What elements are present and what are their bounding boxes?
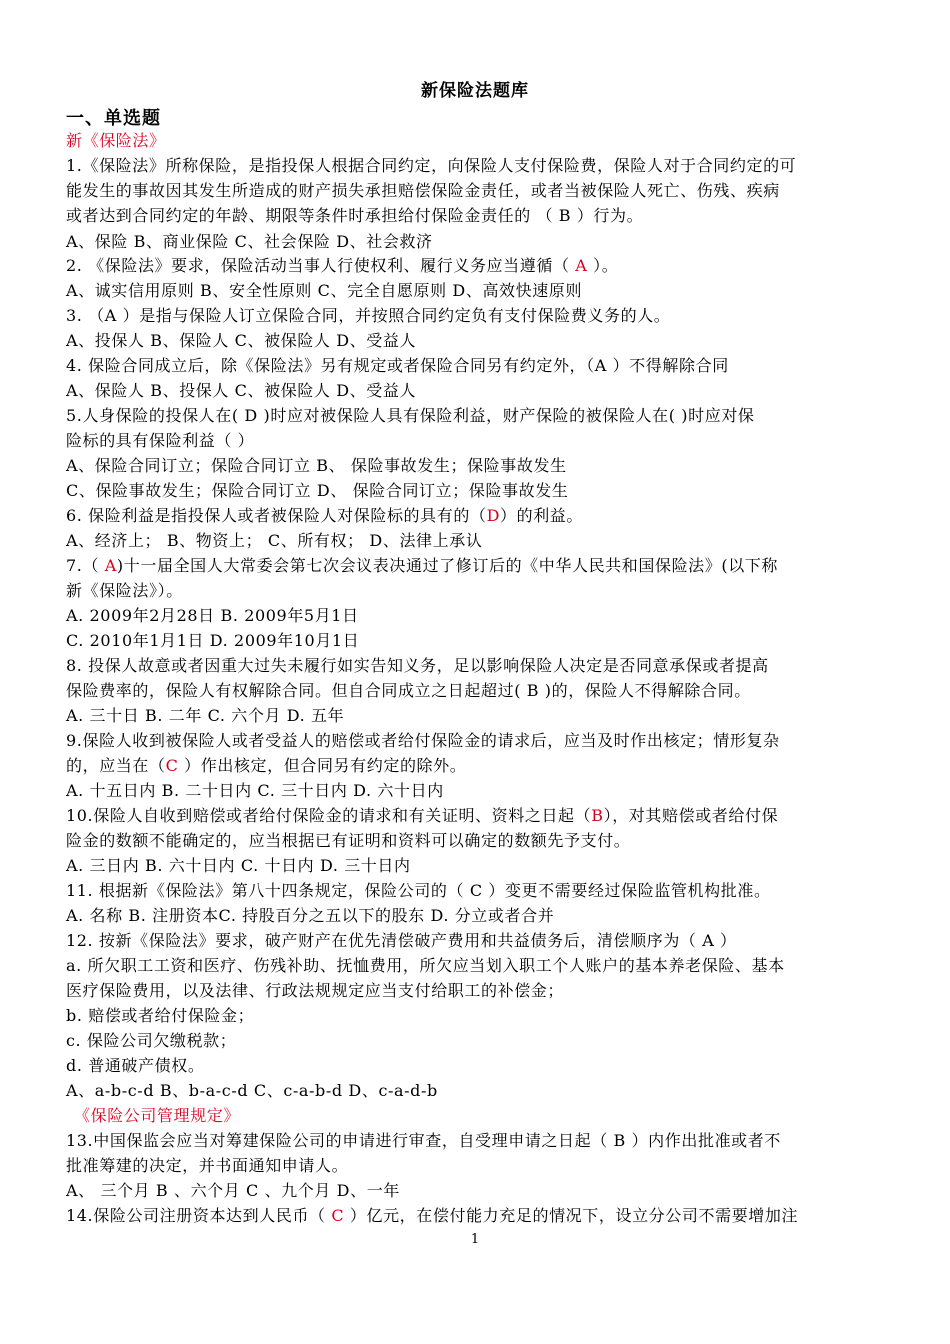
question-text: 14.保险公司注册资本达到人民币（ C ）亿元，在偿付能力充足的情况下，设立分公司不需要增加注 bbox=[66, 1206, 799, 1225]
answer-options: A. 三十日 B. 二年 C. 六个月 D. 五年 bbox=[66, 706, 345, 725]
answer-highlight: B bbox=[591, 806, 604, 825]
answer-options: A. 名称 B. 注册资本C. 持股百分之五以下的股东 D. 分立或者合并 bbox=[66, 906, 555, 925]
question-text: 9.保险人收到被保险人或者受益人的赔偿或者给付保险金的请求后，应当及时作出核定；情形复杂 bbox=[66, 731, 780, 750]
question-text: 新《保险法》）。 bbox=[66, 581, 183, 600]
question-text: 5.人身保险的投保人在( D )时应对被保险人具有保险利益，财产保险的被保险人在( )时应对保 bbox=[66, 406, 755, 425]
question-text: 4. 保险合同成立后，除《保险法》另有规定或者保险合同另有约定外，（A ）不得解除合同 bbox=[66, 356, 729, 375]
answer-options: A、保险合同订立；保险合同订立 B、 保险事故发生；保险事故发生 bbox=[66, 456, 567, 475]
answer-options: A、诚实信用原则 B、安全性原则 C、完全自愿原则 D、高效快速原则 bbox=[66, 281, 583, 300]
subsection-heading: 《保险公司管理规定》 bbox=[74, 1106, 241, 1125]
list-item: d. 普通破产债权。 bbox=[66, 1056, 205, 1075]
question-text: 3. （A ）是指与保险人订立保险合同，并按照合同约定负有支付保险费义务的人。 bbox=[66, 306, 671, 325]
answer-highlight: C bbox=[331, 1206, 345, 1225]
list-item: b. 赔偿或者给付保险金； bbox=[66, 1006, 255, 1025]
answer-options: A、保险 B、商业保险 C、社会保险 D、社会救济 bbox=[66, 232, 433, 251]
question-text: 险金的数额不能确定的，应当根据已有证明和资料可以确定的数额先予支付。 bbox=[66, 831, 631, 850]
section-heading: 一、单选题 bbox=[66, 108, 161, 129]
question-text: 能发生的事故因其发生所造成的财产损失承担赔偿保险金责任，或者当被保险人死亡、伤残、疾病 bbox=[66, 181, 780, 200]
question-text: 13.中国保监会应当对筹建保险公司的申请进行审查，自受理申请之日起（ B ）内作出批准或者不 bbox=[66, 1131, 781, 1150]
question-text: 或者达到合同约定的年龄、期限等条件时承担给付保险金责任的 （ B ）行为。 bbox=[66, 206, 644, 225]
answer-options: A. 三日内 B. 六十日内 C. 十日内 D. 三十日内 bbox=[66, 856, 411, 875]
answer-highlight: A bbox=[104, 556, 117, 575]
answer-options: A、保险人 B、投保人 C、被保险人 D、受益人 bbox=[66, 381, 417, 400]
question-text: 6. 保险利益是指投保人或者被保险人对保险标的具有的（D）的利益。 bbox=[66, 506, 584, 525]
answer-options: A、投保人 B、保险人 C、被保险人 D、受益人 bbox=[66, 331, 417, 350]
answer-highlight: C bbox=[165, 756, 179, 775]
list-item: c. 保险公司欠缴税款； bbox=[66, 1031, 237, 1050]
question-text: 8. 投保人故意或者因重大过失未履行如实告知义务，足以影响保险人决定是否同意承保或者提高 bbox=[66, 656, 769, 675]
answer-options: C、保险事故发生；保险合同订立 D、 保险合同订立；保险事故发生 bbox=[66, 481, 569, 500]
answer-highlight: A bbox=[575, 256, 588, 275]
page-number: 1 bbox=[470, 1232, 480, 1247]
question-text: 批准筹建的决定，并书面通知申请人。 bbox=[66, 1156, 349, 1175]
question-text: 2. 《保险法》要求，保险活动当事人行使权利、履行义务应当遵循（ A ）。 bbox=[66, 256, 619, 275]
subsection-heading: 新《保险法》 bbox=[66, 131, 166, 150]
question-text: 10.保险人自收到赔偿或者给付保险金的请求和有关证明、资料之日起（B），对其赔偿或者给付保 bbox=[66, 806, 779, 825]
list-item: a. 所欠职工工资和医疗、伤残补助、抚恤费用，所欠应当划入职工个人账户的基本养老保险、基本 bbox=[66, 956, 785, 975]
document-title: 新保险法题库 bbox=[421, 81, 529, 101]
answer-highlight: D bbox=[486, 506, 500, 525]
answer-options: A、经济上； B、物资上； C、所有权； D、法律上承认 bbox=[66, 531, 483, 550]
question-text: 险标的具有保险利益（ ） bbox=[66, 431, 255, 450]
answer-options: A. 2009年2月28日 B. 2009年5月1日 bbox=[66, 606, 359, 625]
question-text: 的，应当在（C ）作出核定，但合同另有约定的除外。 bbox=[66, 756, 467, 775]
list-item: 医疗保险费用，以及法律、行政法规规定应当支付给职工的补偿金； bbox=[66, 981, 565, 1000]
answer-options: A、 三个月 B 、六个月 C 、九个月 D、一年 bbox=[66, 1181, 400, 1200]
question-text: 12. 按新《保险法》要求，破产财产在优先清偿破产费用和共益债务后，清偿顺序为（ A ） bbox=[66, 931, 737, 950]
question-text: 11. 根据新《保险法》第八十四条规定，保险公司的（ C ）变更不需要经过保险监管机构批准。 bbox=[66, 881, 771, 900]
question-text: 1.《保险法》所称保险，是指投保人根据合同约定，向保险人支付保险费，保险人对于合同约定的可 bbox=[66, 156, 797, 175]
answer-options: C. 2010年1月1日 D. 2009年10月1日 bbox=[66, 631, 360, 650]
answer-options: A、a-b-c-d B、b-a-c-d C、c-a-b-d D、c-a-d-b bbox=[66, 1081, 438, 1100]
answer-options: A. 十五日内 B. 二十日内 C. 三十日内 D. 六十日内 bbox=[66, 781, 444, 800]
question-text: 保险费率的，保险人有权解除合同。但自合同成立之日起超过( B )的，保险人不得解除合同。 bbox=[66, 681, 751, 700]
question-text: 7.（ A)十一届全国人大常委会第七次会议表决通过了修订后的《中华人民共和国保险法》(以下称 bbox=[66, 556, 779, 575]
